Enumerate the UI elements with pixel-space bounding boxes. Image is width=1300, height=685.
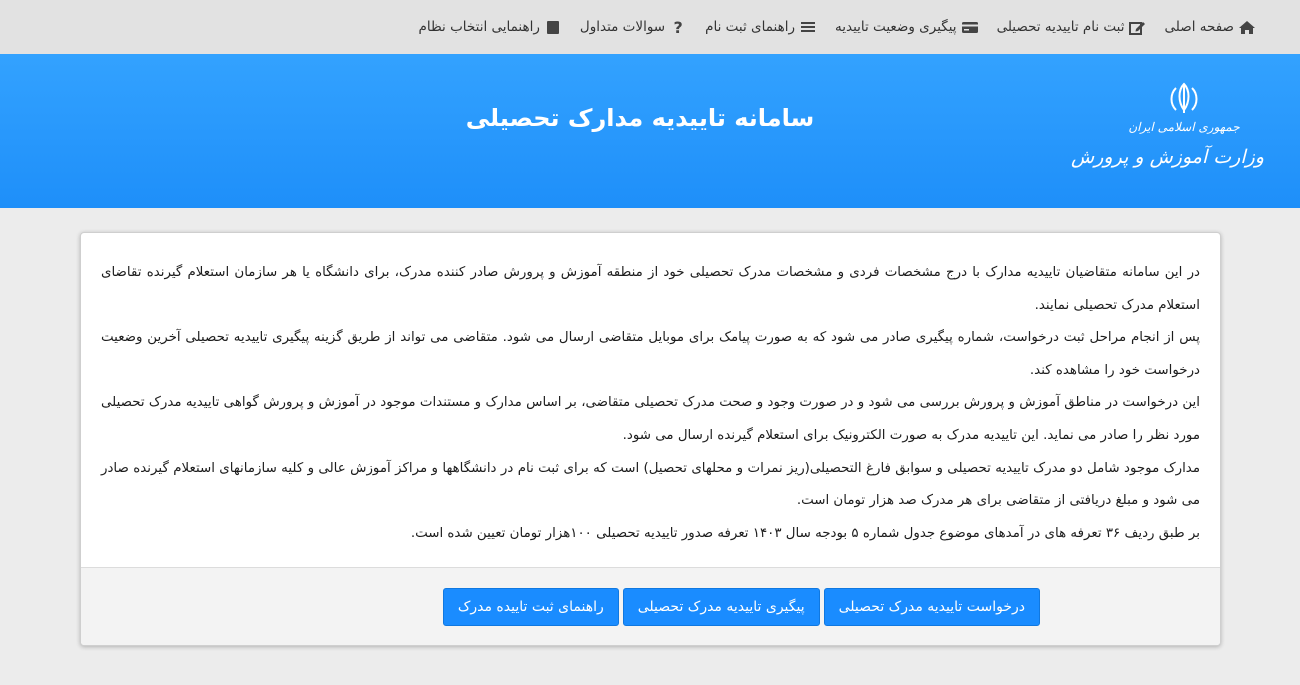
top-nav [0,0,1300,54]
nav-register[interactable] [997,19,1147,35]
registration-guide-button[interactable]: راهنمای ثبت تاییده مدرک [443,588,619,626]
nav-system-guide[interactable] [419,19,562,35]
home-icon [1238,19,1256,35]
paragraph: در این سامانه متقاضیان تاییدیه مدارک با درج مشخصات فردی و مشخصات مدرک تحصیلی خود از منطقه آموزش و پرورش صادر کننده مدرک، برای دانشگاه یا هر سازمان استعلام گیرنده تقاضای استعلام مدرک تحصیلی نمایند. [101,265,1200,313]
request-certificate-button[interactable]: درخواست تاییدیه مدرک تحصیلی [824,588,1040,626]
page-title: سامانه تاییدیه مدارک تحصیلی [465,104,815,132]
logo-text-country: جمهوری اسلامی ایران [1128,120,1240,134]
paragraph: این درخواست در مناطق آموزش و پرورش بررسی می شود و در صورت وجود و صحت مدرک تحصیلی متقاضی، بر اساس مدارک و مستندات موجود در آموزش و پرورش گواهی تاییدیه مدرک تحصیلی مورد نظر را صادر می نماید. این تاییدیه مدرک به صورت الکترونیک برای استعلام گیرنده ارسال می شود. [101,395,1200,443]
paragraph: پس از انجام مراحل ثبت درخواست، شماره پیگیری صادر می شود که به صورت پیامک برای موبایل متقاضی ارسال می شود. متقاضی می تواند از طریق گزینه پیگیری تاییدیه تحصیلی آخرین وضعیت درخواست خود را مشاهده کند. [101,330,1200,378]
nav-label: سوالات متداول [579,19,666,35]
edit-icon [1129,19,1147,35]
track-certificate-button[interactable]: پیگیری تاییدیه مدرک تحصیلی [623,588,820,626]
paragraph: مدارک موجود شامل دو مدرک تاییدیه تحصیلی و سوابق فارغ التحصیلی(ریز نمرات و محلهای تحصیل) است که برای ثبت نام در دانشگاهها و مراکز آموزش عالی و کلیه سازمانهای استعلام گیرنده صادر می شود و مبلغ دریافتی از متقاضی برای هر مدرک صد هزار تومان است. [101,460,1200,509]
info-text [81,233,1220,550]
book-icon [544,19,562,35]
question-icon: ? [673,17,683,37]
nav-home[interactable] [1165,19,1256,35]
card-footer [81,567,1220,645]
list-icon [799,19,817,35]
nav-label: راهنمای ثبت نام [705,19,795,35]
nav-label: صفحه اصلی [1164,19,1234,35]
nav-track[interactable] [835,19,979,35]
credit-card-icon [961,19,979,35]
paragraph: بر طبق ردیف ۳۶ تعرفه های در آمدهای موضوع جدول شماره ۵ بودجه سال ۱۴۰۳ تعرفه صدور تاییدیه تحصیلی ۱۰۰هزار تومان تعیین شده است. [410,525,1200,541]
emblem-icon [1164,80,1204,116]
logo-text-ministry: وزارت آموزش و پرورش [1071,146,1264,168]
info-card [80,232,1221,646]
nav-label: راهنمایی انتخاب نظام [418,19,540,35]
nav-label: ثبت نام تاییدیه تحصیلی [996,19,1125,35]
ministry-logo [1071,80,1264,184]
nav-faq[interactable] [580,19,687,35]
nav-label: پیگیری وضعیت تاییدیه [834,19,957,35]
nav-guide[interactable] [705,19,817,35]
